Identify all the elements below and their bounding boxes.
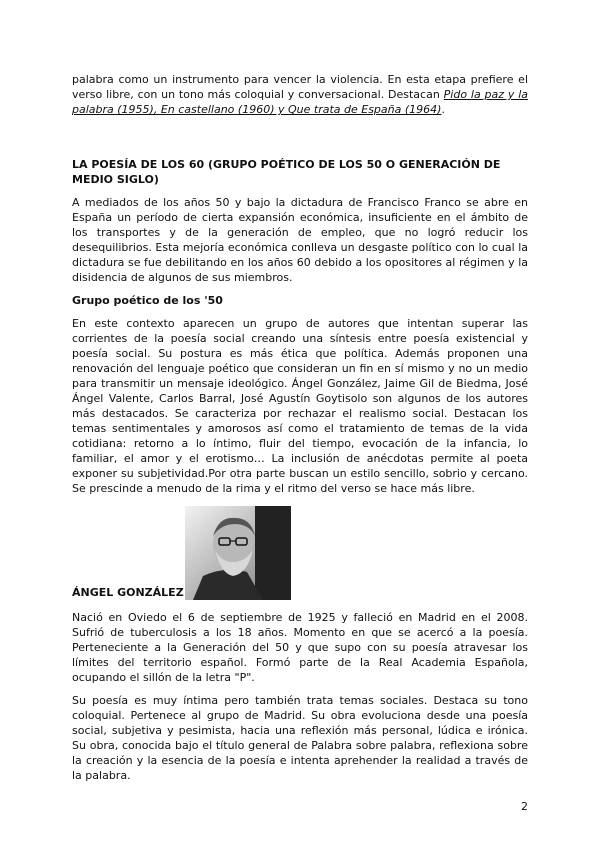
poet-header (72, 506, 528, 600)
page-number: 2 (521, 800, 528, 813)
intro-paragraph (72, 72, 528, 117)
group-paragraph: En este contexto aparecen un grupo de autores que intentan superar las corrientes de la poesía social creando una síntesis entre poesía existencial y poesía social. Su postura es más ética que política. Además proponen una renovación del lenguaje poético que consideran un fin en sí mismo y no un medio para transmitir un mensaje ideológico. Ángel González, Jaime Gil de Biedma, José Ángel Valente, Carlos Barral, José Agustín Goytisolo son algunos de los autores más destacados. Se caracteriza por rechazar el realismo social. Destacan los temas sentimentales y amorosos así como el tratamiento de temas de la vida cotidiana: retorno a lo íntimo, fluir del tiempo, evocación de la infancia, lo familiar, el amor y el erotismo… La inclusión de anécdotas permite al poeta exponer su subjetividad.Por otra parte buscan un estilo sencillo, sobrio y cercano. Se prescinde a menudo de la rima y el ritmo del verso se hace más libre. (72, 317, 528, 495)
section-title: LA POESÍA DE LOS 60 (GRUPO POÉTICO DE LOS 50 O GENERACIÓN DE MEDIO SIGLO) (72, 158, 501, 186)
poet-photo (185, 506, 291, 600)
intro-works: Pido la paz y la palabra (1955), En castellano (1960) y Que trata de España (1964) (72, 88, 528, 116)
page-content (72, 72, 528, 783)
poet-bio-1: Nació en Oviedo el 6 de septiembre de 1925 y falleció en Madrid en el 2008. Sufrió de tuberculosis a los 18 años. Momento en que se acercó a la poesía. Perteneciente a la Generación del 50 y que supo con su poesía atravesar los límites del territorio español. Formó parte de la Real Academia Española, ocupando el sillón de la letra "P". (72, 611, 528, 684)
portrait-image (185, 506, 291, 600)
poet-bio-2: Su poesía es muy íntima pero también trata temas sociales. Destaca su tono coloquial. Pertenece al grupo de Madrid. Su obra evoluciona desde una poesía social, subjetiva y pesimista, hacia una reflexión más personal, lúdica e irónica. Su obra, conocida bajo el título general de Palabra sobre palabra, reflexiona sobre la creación y la esencia de la poesía e intenta aprehender la realidad a través de la palabra. (72, 694, 528, 782)
poet-name: ÁNGEL GONZÁLEZ (72, 586, 184, 599)
section-paragraph: A mediados de los años 50 y bajo la dictadura de Francisco Franco se abre en España un período de cierta expansión económica, insuficiente en el ámbito de los transportes y de la generación de empleo, que no logró reducir los desequilibrios. Esta mejoría económica conlleva un desgaste político con lo cual la dictadura se fue debilitando en los años 60 debido a los opositores al régimen y la disidencia de algunos de sus miembros. (72, 196, 528, 284)
intro-text: palabra como un instrumento para vencer la violencia. En esta etapa prefiere el verso libre, con un tono más coloquial y conversacional. Destacan (72, 73, 528, 101)
group-title: Grupo poético de los '50 (72, 294, 223, 307)
intro-end: . (441, 103, 445, 116)
